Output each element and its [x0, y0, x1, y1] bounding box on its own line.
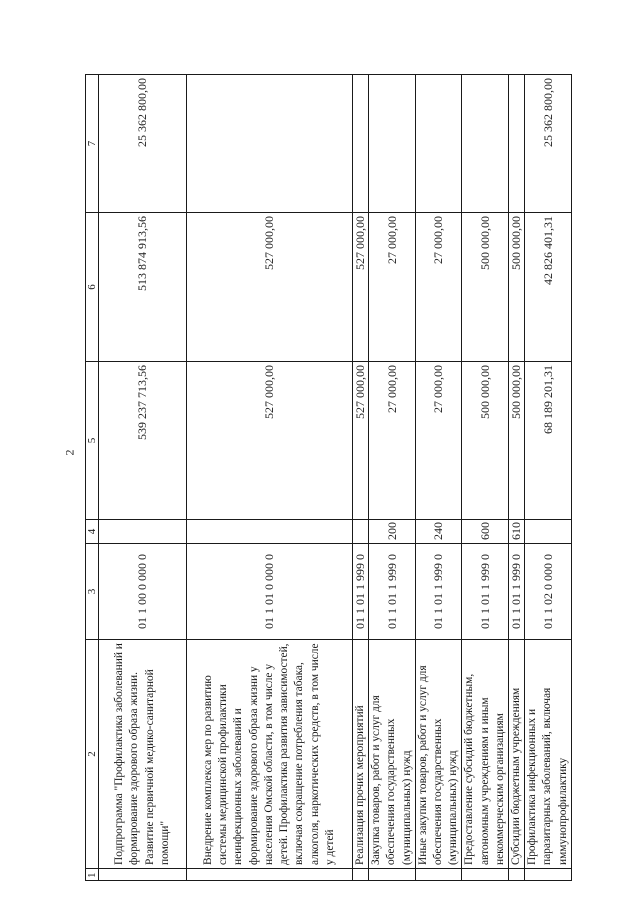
row-value-col6: 513 874 913,56 [99, 213, 187, 362]
row-code: 01 1 01 1 999 0 [415, 544, 462, 640]
row-value-col7 [369, 75, 416, 213]
header-row [86, 75, 99, 881]
table-row [415, 75, 462, 881]
page-number: 2 [62, 449, 77, 456]
row-name: Профилактика инфекционных и паразитарных заболеваний, включая иммунопрофилактику [525, 640, 572, 869]
table-body [86, 75, 572, 881]
table-row [462, 75, 509, 881]
row-value-col5: 68 189 201,31 [525, 362, 572, 520]
row-kvr: 200 [369, 520, 416, 544]
rotated-table-wrapper [85, 75, 575, 881]
row-code: 01 1 02 0 000 0 [525, 544, 572, 640]
row-code: 01 1 01 1 999 0 [369, 544, 416, 640]
row-kvr [353, 520, 369, 544]
row-kvr [187, 520, 353, 544]
row-kvr [99, 520, 187, 544]
row-col-1 [462, 869, 509, 881]
table-row [509, 75, 525, 881]
row-value-col5: 527 000,00 [353, 362, 369, 520]
row-name: Предоставление субсидий бюджетным, автономным учреждениям и иным некоммерческим организациям [462, 640, 509, 869]
row-value-col7 [353, 75, 369, 213]
row-col-1 [369, 869, 416, 881]
row-name: Закупка товаров, работ и услуг для обеспечения государственных (муниципальных) нужд [369, 640, 416, 869]
header-col-5: 5 [86, 362, 99, 520]
table-row [369, 75, 416, 881]
row-value-col5: 500 000,00 [462, 362, 509, 520]
budget-table [85, 74, 572, 881]
row-value-col6: 527 000,00 [353, 213, 369, 362]
row-col-1 [353, 869, 369, 881]
row-code: 01 1 00 0 000 0 [99, 544, 187, 640]
header-col-4: 4 [86, 520, 99, 544]
row-name: Субсидии бюджетным учреждениям [509, 640, 525, 869]
row-code: 01 1 01 1 999 0 [353, 544, 369, 640]
row-value-col6: 500 000,00 [462, 213, 509, 362]
row-name: Подпрограмма "Профилактика заболеваний и формирование здорового образа жизни. Развитие первичной медико-санитарной помощи" [99, 640, 187, 869]
row-name: Иные закупки товаров, работ и услуг для обеспечения государственных (муниципальных) нужд [415, 640, 462, 869]
row-value-col5: 27 000,00 [369, 362, 416, 520]
row-value-col6: 500 000,00 [509, 213, 525, 362]
table-row [187, 75, 353, 881]
table-row [525, 75, 572, 881]
row-code: 01 1 01 0 000 0 [187, 544, 353, 640]
row-value-col7 [462, 75, 509, 213]
row-value-col7: 25 362 800,00 [525, 75, 572, 213]
row-code: 01 1 01 1 999 0 [509, 544, 525, 640]
row-value-col7 [415, 75, 462, 213]
row-kvr: 600 [462, 520, 509, 544]
header-col-7: 7 [86, 75, 99, 213]
row-value-col6: 42 826 401,31 [525, 213, 572, 362]
row-value-col7: 25 362 800,00 [99, 75, 187, 213]
row-col-1 [509, 869, 525, 881]
row-col-1 [99, 869, 187, 881]
row-value-col5: 27 000,00 [415, 362, 462, 520]
table-row [353, 75, 369, 881]
row-value-col5: 500 000,00 [509, 362, 525, 520]
row-col-1 [187, 869, 353, 881]
row-kvr: 610 [509, 520, 525, 544]
row-kvr [525, 520, 572, 544]
row-value-col6: 527 000,00 [187, 213, 353, 362]
row-value-col7 [509, 75, 525, 213]
row-col-1 [415, 869, 462, 881]
row-col-1 [525, 869, 572, 881]
row-value-col7 [187, 75, 353, 213]
row-value-col6: 27 000,00 [369, 213, 416, 362]
row-code: 01 1 01 1 999 0 [462, 544, 509, 640]
row-name: Внедрение комплекса мер по развитию системы медицинской профилактики неинфекционных заболеваний и формирование здорового образа жизни у населения Омской области, в том числе у детей. Профилактика развития зависимостей, включая сокращение потребления табака, алкоголя, наркотических средств, в том числе у детей [187, 640, 353, 869]
header-col-2: 2 [86, 640, 99, 869]
row-name: Реализация прочих мероприятий [353, 640, 369, 869]
row-value-col5: 527 000,00 [187, 362, 353, 520]
row-value-col5: 539 237 713,56 [99, 362, 187, 520]
header-col-6: 6 [86, 213, 99, 362]
row-value-col6: 27 000,00 [415, 213, 462, 362]
budget-table-page [85, 75, 575, 881]
row-kvr: 240 [415, 520, 462, 544]
table-row [99, 75, 187, 881]
header-col-3: 3 [86, 544, 99, 640]
header-col-1: 1 [86, 869, 99, 881]
